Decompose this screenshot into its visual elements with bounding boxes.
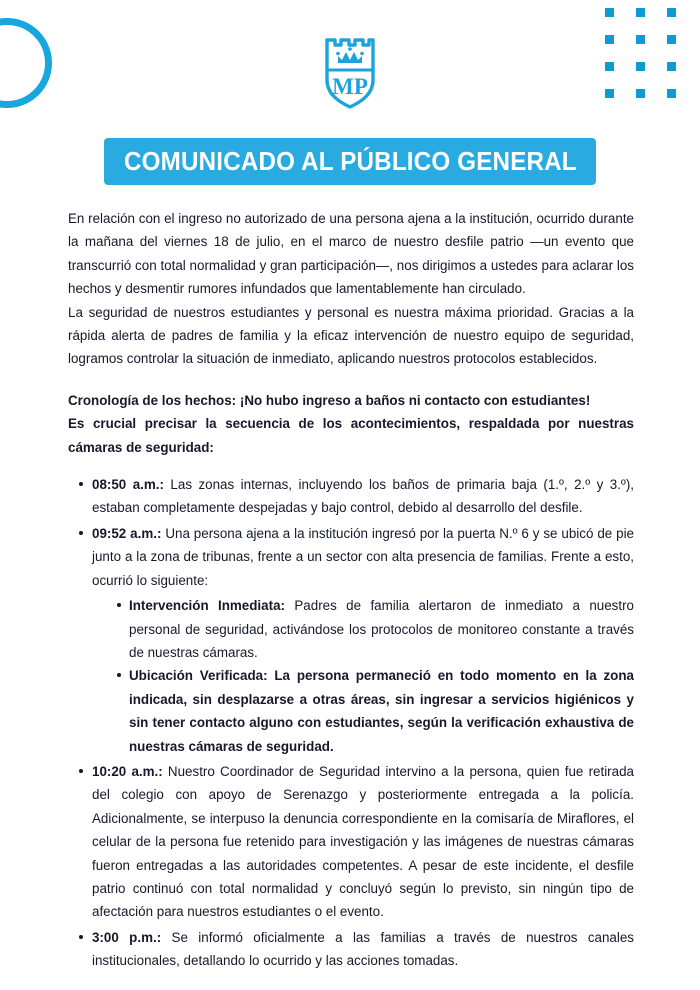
mp-shield-logo-icon xyxy=(322,36,378,110)
svg-text:MP: MP xyxy=(332,74,368,99)
timeline-item-text: Las zonas internas, incluyendo los baños de primaria baja (1.º, 2.º y 3.º), estaban completamente despejadas y bajo control, debido al desarrollo del desfile. xyxy=(92,477,634,516)
timeline-item-time: 10:20 a.m.: xyxy=(92,763,163,779)
timeline-item xyxy=(68,760,634,924)
chronology-heading xyxy=(68,389,634,459)
page-title: COMUNICADO AL PÚBLICO GENERAL xyxy=(123,146,577,176)
timeline-subitem-text: Padres de familia alertaron de inmediato a nuestro personal de seguridad, activándose los protocolos de monitoreo constante a través de nuestras cámaras. xyxy=(129,598,634,660)
chronology-heading-line-1: Cronología de los hechos: ¡No hubo ingreso a baños ni contacto con estudiantes! xyxy=(68,392,591,408)
timeline-subitem-label: Intervención Inmediata: xyxy=(129,598,285,614)
timeline-item xyxy=(68,522,634,758)
logo-container xyxy=(0,36,700,110)
timeline-item-text: Una persona ajena a la institución ingresó por la puerta N.º 6 y se ubicó de pie junto a la zona de tribunas, frente a un sector con alta presencia de familias. Frente a esto, ocurrió lo siguiente: xyxy=(92,525,634,588)
grid-dot xyxy=(667,8,676,17)
timeline-item-time: 08:50 a.m.: xyxy=(92,477,164,493)
intro-paragraph-1: En relación con el ingreso no autorizado de una persona ajena a la institución, ocurrido durante la mañana del viernes 18 de julio, en el marco de nuestro desfile patrio —un evento que transcurrió con total normalidad y gran participación—, nos dirigimos a ustedes para aclarar los hechos y desmentir rumores infundados que lamentablemente han circulado. xyxy=(68,211,634,297)
chronology-heading-line-2: Es crucial precisar la secuencia de los acontecimientos, respaldada por nuestras cámaras de seguridad: xyxy=(68,416,634,455)
timeline-item-time: 09:52 a.m.: xyxy=(92,525,162,541)
timeline-item xyxy=(68,473,634,520)
timeline-subitem xyxy=(116,594,634,664)
timeline-item xyxy=(68,926,634,973)
timeline-subitem-list xyxy=(116,594,634,758)
grid-dot xyxy=(636,8,645,17)
timeline-subitem-label: Ubicación Verificada: xyxy=(129,668,268,684)
grid-dot xyxy=(605,8,614,17)
timeline-subitem xyxy=(116,664,634,758)
document-body xyxy=(68,207,634,975)
timeline-list xyxy=(68,473,634,973)
timeline-subitem-text: La persona permaneció en todo momento en la zona indicada, sin desplazarse a otras áreas, sin ingresar a servicios higiénicos y sin tener contacto alguno con estudiantes, según la verificación exhaustiva de nuestras cámaras de seguridad. xyxy=(129,668,634,754)
timeline-item-text: Se informó oficialmente a las familias a través de nuestros canales institucionales, detallando lo ocurrido y las acciones tomadas. xyxy=(92,929,634,969)
intro-paragraph-2: La seguridad de nuestros estudiantes y personal es nuestra máxima prioridad. Gracias a la rápida alerta de padres de familia y la eficaz intervención de nuestro equipo de seguridad, logramos controlar la situación de inmediato, aplicando nuestros protocolos establecidos. xyxy=(68,304,634,367)
title-banner xyxy=(104,138,596,185)
timeline-item-text: Nuestro Coordinador de Seguridad intervino a la persona, quien fue retirada del colegio con apoyo de Serenazgo y posteriormente entregada a la policía. Adicionalmente, se interpuso la denuncia correspondiente en la comisaría de Miraflores, el celular de la persona fue retenido para investigación y las imágenes de nuestras cámaras fueron entregadas a las autoridades competentes. A pesar de este incidente, el desfile patrio continuó con total normalidad y concluyó según lo previsto, sin ningún tipo de afectación para nuestros estudiantes o el evento. xyxy=(92,763,634,920)
timeline-item-time: 3:00 p.m.: xyxy=(92,929,162,945)
